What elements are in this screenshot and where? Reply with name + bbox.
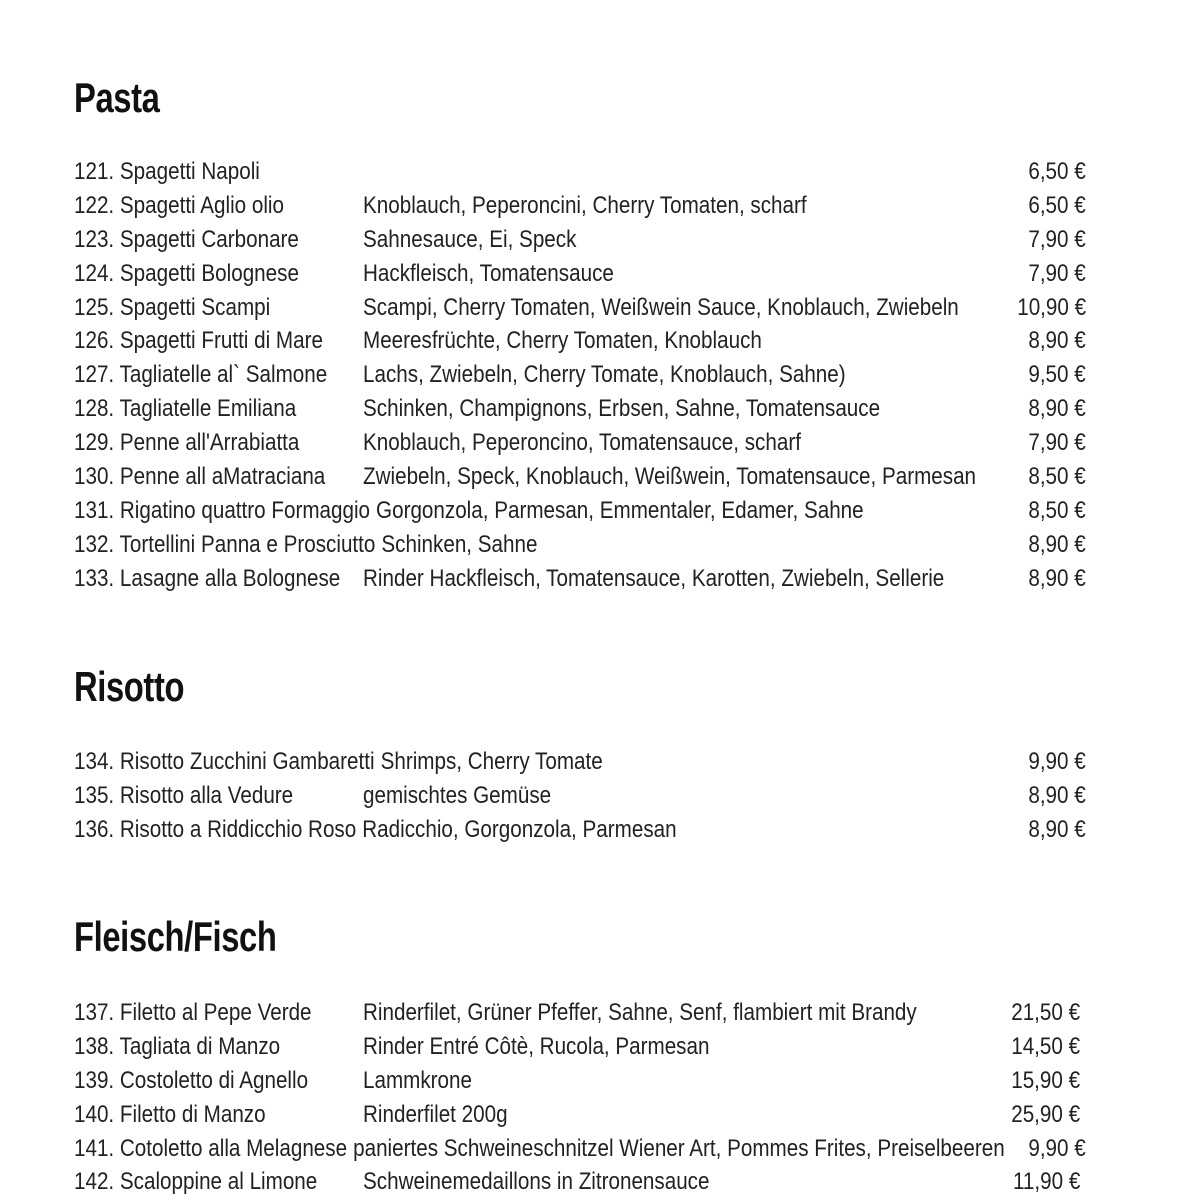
menu-item (74, 291, 1086, 325)
menu-item (74, 460, 1086, 494)
dish-description: Lachs, Zwiebeln, Cherry Tomate, Knoblauch, Sahne) (363, 361, 846, 389)
menu-item (74, 494, 1086, 528)
dish-line (74, 494, 864, 528)
dish-name: 124. Spagetti Bolognese (74, 259, 299, 287)
section-title-fleisch-fisch: Fleisch/Fisch (74, 913, 277, 960)
dish-description: Rinderfilet, Grüner Pfeffer, Sahne, Senf, flambiert mit Brandy (363, 999, 917, 1026)
dish-name: 140. Filetto di Manzo (74, 1100, 266, 1128)
menu-item (74, 189, 1086, 223)
dish-price: 14,50 € (1011, 1032, 1080, 1060)
dish-price: 8,90 € (1028, 395, 1086, 423)
dish-description: Schweinemedaillons in Zitronensauce (363, 1168, 710, 1196)
menu-item (74, 1030, 1086, 1064)
dish-name: 126. Spagetti Frutti di Mare (74, 327, 323, 355)
menu-item (74, 1132, 1086, 1166)
menu-item (74, 324, 1086, 358)
menu-item (74, 996, 1086, 1030)
menu-item (74, 745, 1086, 779)
dish-name: 135. Risotto alla Vedure (74, 781, 294, 809)
menu-item (74, 155, 1086, 189)
menu-item (74, 426, 1086, 460)
dish-description: Shrimps, Cherry Tomate (380, 748, 603, 775)
dish-name: 133. Lasagne alla Bolognese (74, 564, 341, 592)
menu-item (74, 257, 1086, 291)
dish-name: 132. Tortellini Panna e Prosciutto (74, 530, 376, 558)
dish-description: Gorgonzola, Parmesan, Emmentaler, Edamer, Sahne (376, 496, 864, 524)
dish-description: Schinken, Sahne (381, 530, 538, 558)
dish-name: 138. Tagliata di Manzo (74, 1032, 281, 1060)
dish-name: 141. Cotoletto alla Melagnese (74, 1134, 348, 1162)
dish-name: 137. Filetto al Pepe Verde (74, 999, 312, 1026)
menu-item (74, 1098, 1086, 1132)
menu-list-pasta (74, 155, 1086, 596)
dish-price: 15,90 € (1011, 1066, 1080, 1094)
dish-description: Hackfleisch, Tomatensauce (363, 259, 614, 287)
dish-price: 8,90 € (1028, 327, 1086, 355)
dish-price: 8,90 € (1028, 815, 1086, 843)
menu-list-fleisch-fisch (74, 996, 1086, 1199)
dish-description: gemischtes Gemüse (363, 781, 552, 809)
dish-description: Sahnesauce, Ei, Speck (363, 225, 577, 253)
dish-name: 121. Spagetti Napoli (74, 158, 260, 185)
dish-name: 128. Tagliatelle Emiliana (74, 395, 297, 423)
dish-description: Rinder Entré Côtè, Rucola, Parmesan (363, 1032, 710, 1060)
menu-list-risotto (74, 745, 1086, 847)
dish-name: 139. Costoletto di Agnello (74, 1066, 309, 1094)
dish-description: Schinken, Champignons, Erbsen, Sahne, Tomatensauce (363, 395, 881, 423)
dish-name: 131. Rigatino quattro Formaggio (74, 496, 371, 524)
dish-description: Meeresfrüchte, Cherry Tomaten, Knoblauch (363, 327, 762, 355)
dish-price: 7,90 € (1028, 429, 1086, 457)
dish-price: 8,50 € (1028, 463, 1086, 491)
menu-item (74, 562, 1086, 596)
dish-price: 8,50 € (1028, 496, 1086, 524)
menu-item (74, 813, 1086, 847)
dish-description: Rinder Hackfleisch, Tomatensauce, Karotten, Zwiebeln, Sellerie (363, 564, 945, 592)
dish-price: 7,90 € (1028, 259, 1086, 287)
menu-item (74, 528, 1086, 562)
menu-item (74, 1165, 1086, 1199)
dish-price: 6,50 € (1028, 158, 1086, 185)
dish-price: 8,90 € (1028, 781, 1086, 809)
dish-description: paniertes Schweineschnitzel Wiener Art, Pommes Frites, Preiselbeeren (353, 1134, 1005, 1162)
section-title-risotto: Risotto (74, 663, 185, 710)
dish-name: 130. Penne all aMatraciana (74, 463, 326, 491)
dish-name: 136. Risotto a Riddicchio Roso (74, 815, 357, 843)
dish-description: Scampi, Cherry Tomaten, Weißwein Sauce, Knoblauch, Zwiebeln (363, 293, 959, 321)
section-title-pasta: Pasta (74, 74, 160, 121)
dish-line (74, 745, 603, 779)
dish-line (74, 813, 677, 847)
menu-item (74, 1064, 1086, 1098)
dish-description: Knoblauch, Peperoncini, Cherry Tomaten, scharf (363, 191, 807, 219)
dish-price: 6,50 € (1028, 191, 1086, 219)
dish-price: 9,50 € (1028, 361, 1086, 389)
dish-line (74, 528, 537, 562)
dish-description: Rinderfilet 200g (363, 1100, 508, 1128)
dish-price: 9,90 € (1028, 748, 1086, 775)
dish-description: Lammkrone (363, 1066, 472, 1094)
dish-name: 122. Spagetti Aglio olio (74, 191, 285, 219)
dish-name: 142. Scaloppine al Limone (74, 1168, 318, 1196)
menu-item (74, 392, 1086, 426)
dish-description: Knoblauch, Peperoncino, Tomatensauce, scharf (363, 429, 801, 457)
dish-price: 21,50 € (1011, 999, 1080, 1026)
dish-price: 9,90 € (1028, 1134, 1086, 1162)
dish-line (74, 1132, 1005, 1166)
dish-price: 8,90 € (1028, 564, 1086, 592)
dish-name: 127. Tagliatelle al` Salmone (74, 361, 328, 389)
dish-price: 11,90 € (1012, 1168, 1080, 1196)
menu-item (74, 358, 1086, 392)
dish-price: 7,90 € (1028, 225, 1086, 253)
dish-description: Radicchio, Gorgonzola, Parmesan (362, 815, 677, 843)
dish-price: 8,90 € (1028, 530, 1086, 558)
dish-name: 134. Risotto Zucchini Gambaretti (74, 748, 375, 775)
dish-name: 129. Penne all'Arrabiatta (74, 429, 300, 457)
menu-item (74, 223, 1086, 257)
menu-item (74, 779, 1086, 813)
dish-price: 10,90 € (1017, 293, 1086, 321)
dish-price: 25,90 € (1011, 1100, 1080, 1128)
dish-name: 123. Spagetti Carbonare (74, 225, 299, 253)
dish-name: 125. Spagetti Scampi (74, 293, 271, 321)
dish-description: Zwiebeln, Speck, Knoblauch, Weißwein, Tomatensauce, Parmesan (363, 463, 977, 491)
